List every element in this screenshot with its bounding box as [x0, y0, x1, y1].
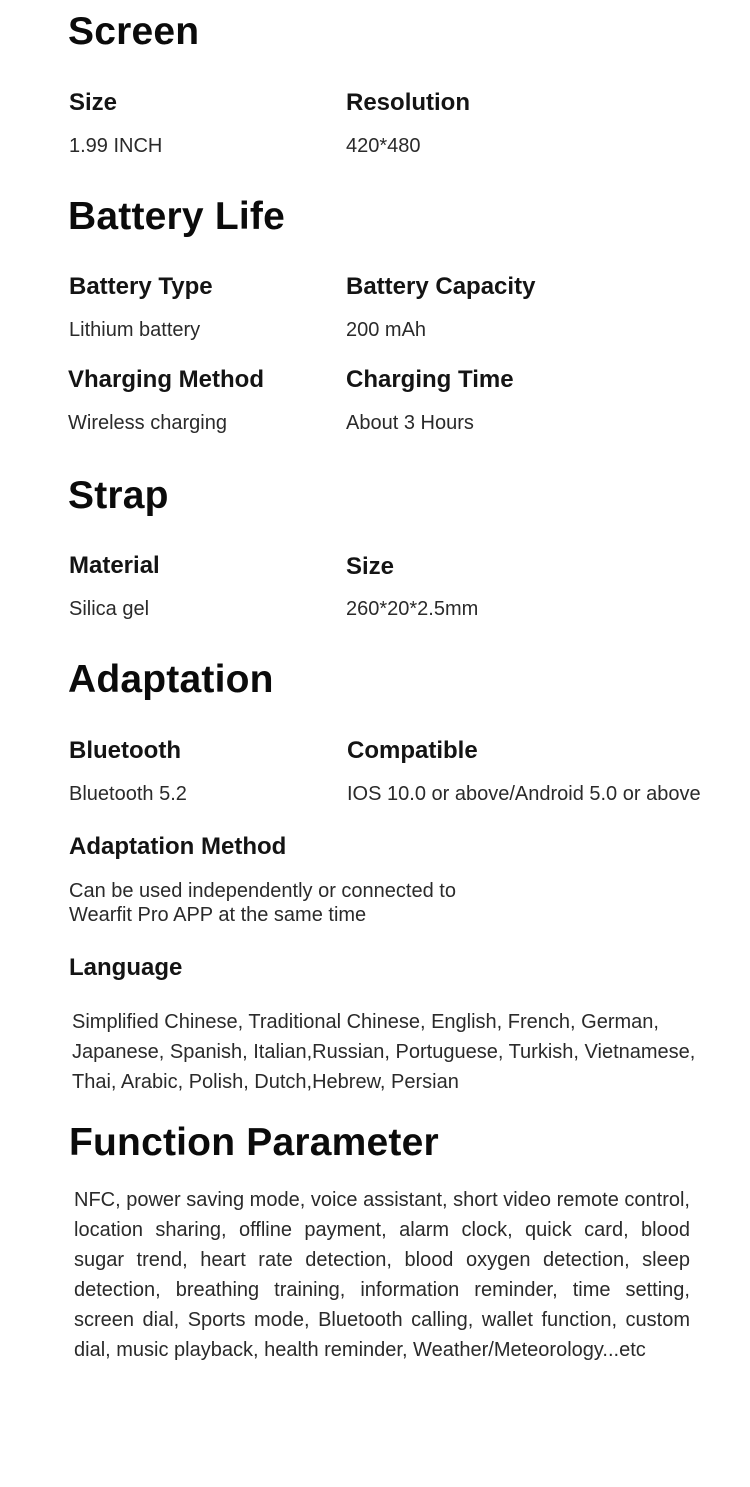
- language-label: Language: [69, 954, 183, 981]
- screen-heading: Screen: [68, 10, 200, 53]
- battery-capacity-label: Battery Capacity: [346, 273, 536, 300]
- language-value: Simplified Chinese, Traditional Chinese, English, French, German, Japanese, Spanish, Italian,Russian, Portuguese, Turkish, Vietnamese, Thai, Arabic, Polish, Dutch,Hebrew, Persian: [72, 1011, 696, 1093]
- battery-heading: Battery Life: [68, 195, 285, 238]
- bluetooth-value: Bluetooth 5.2: [69, 783, 187, 805]
- strap-heading: Strap: [68, 474, 169, 517]
- compatible-value: IOS 10.0 or above/Android 5.0 or above: [347, 783, 701, 805]
- battery-type-label: Battery Type: [69, 273, 213, 300]
- charging-time-label: Charging Time: [346, 366, 514, 393]
- function-value: NFC, power saving mode, voice assistant, short video remote control, location sharing, offline payment, alarm clock, quick card, blood sugar trend, heart rate detection, blood oxygen detection, sleep detection, breathing training, information reminder, time setting, screen dial, Sports mode, Bluetooth calling, wallet function, custom dial, music playback, health reminder, Weather/Meteorology...etc: [74, 1189, 690, 1361]
- resolution-label: Resolution: [346, 89, 470, 116]
- charging-time-value: About 3 Hours: [346, 412, 474, 434]
- strap-material-label: Material: [69, 552, 160, 579]
- battery-capacity-value: 200 mAh: [346, 319, 427, 341]
- charging-method-label: Vharging Method: [68, 366, 264, 393]
- screen-size-label: Size: [69, 89, 118, 116]
- adaptation-heading: Adaptation: [68, 658, 274, 701]
- compatible-label: Compatible: [347, 737, 478, 764]
- adaptation-method-label: Adaptation Method: [69, 833, 287, 860]
- strap-material-value: Silica gel: [69, 598, 150, 620]
- adaptation-method-value: Can be used independently or connected to Wearfit Pro APP at the same time: [69, 880, 456, 926]
- bluetooth-label: Bluetooth: [69, 737, 181, 764]
- function-heading: Function Parameter: [69, 1121, 439, 1164]
- battery-type-value: Lithium battery: [69, 319, 201, 341]
- screen-size-value: 1.99 INCH: [69, 135, 163, 157]
- charging-method-value: Wireless charging: [68, 412, 227, 434]
- strap-size-value: 260*20*2.5mm: [346, 598, 479, 620]
- resolution-value: 420*480: [346, 135, 421, 157]
- strap-size-label: Size: [346, 553, 395, 580]
